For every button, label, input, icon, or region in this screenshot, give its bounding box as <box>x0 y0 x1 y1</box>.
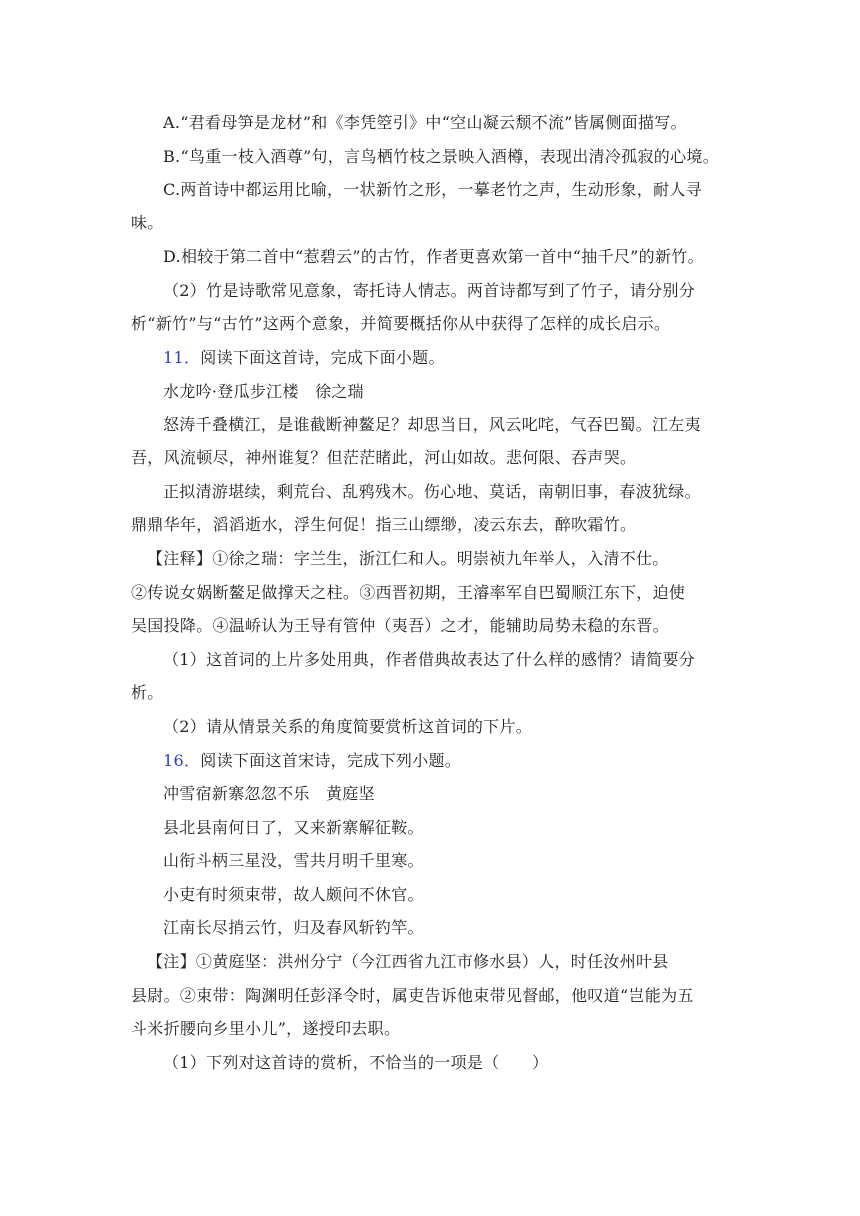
annotation-cont: 县尉。②束带：陶渊明任彭泽令时，属吏告诉他束带见督邮，他叹道“岂能为五 <box>131 986 694 1005</box>
poem-line: 正拟清游堪续，剩荒台、乱鸦残木。伤心地、莫话，南朝旧事，春波犹绿。 <box>163 482 701 501</box>
question-11 <box>163 347 763 369</box>
question-prompt: 阅读下面这首宋诗，完成下列小题。 <box>200 751 462 770</box>
poem-title: 冲雪宿新寨忽忽不乐 黄庭坚 <box>163 784 375 803</box>
subquestion-2-cont: 析“新竹”与“古竹”这两个意象，并简要概括你从中获得了怎样的成长启示。 <box>131 314 671 333</box>
poem-line: 山衔斗柄三星没，雪共月明千里寒。 <box>163 851 424 870</box>
poem-line: 吾，风流顿尽，神州谁复？但茫茫睹此，河山如故。悲何限、吞声哭。 <box>131 448 637 467</box>
poem-line: 县北县南何日了，又来新寨解征鞍。 <box>163 818 424 837</box>
subquestion-1: （1）下列对这首诗的赏析，不恰当的一项是（ ） <box>163 1053 549 1072</box>
subquestion-2: （2）请从情景关系的角度简要赏析这首词的下片。 <box>163 717 533 736</box>
annotation-cont: 吴国投降。④温峤认为王导有管仲（夷吾）之才，能辅助局势未稳的东晋。 <box>131 616 669 635</box>
poem-line: 小吏有时须束带，故人颇问不休官。 <box>163 885 424 904</box>
option-a: A.“君看母笋是龙材”和《李凭箜引》中“空山凝云颓不流”皆属侧面描写。 <box>163 113 687 132</box>
poem-line: 江南长尽捎云竹，归及春风斩钓竿。 <box>163 918 424 937</box>
annotation-cont: 斗米折腰向乡里小儿”，遂授印去职。 <box>131 1019 401 1038</box>
poem-line: 鼎鼎华年，滔滔逝水，浮生何促！指三山缥缈，凌云东去，醉吹霜竹。 <box>131 515 637 534</box>
subquestion-1: （1）这首词的上片多处用典，作者借典故表达了什么样的感情？请简要分 <box>163 650 696 669</box>
annotation: 【注释】①徐之瑞：字兰生，浙江仁和人。明崇祯九年举人，入清不仕。 <box>147 549 669 568</box>
option-b: B.“鸟重一枝入酒尊”句，言鸟栖竹枝之景映入酒樽，表现出清冷孤寂的心境。 <box>163 147 720 166</box>
subquestion-1-cont: 析。 <box>131 683 164 702</box>
question-number: 11． <box>163 348 201 367</box>
question-prompt: 阅读下面这首诗，完成下面小题。 <box>200 348 445 367</box>
option-c-cont: 味。 <box>131 213 164 232</box>
question-16 <box>163 750 763 772</box>
poem-line: 怒涛千叠横江，是谁截断神鳌足？却思当日，风云叱咤，气吞巴蜀。江左夷 <box>163 415 701 434</box>
option-c: C.两首诗中都运用比喻，一状新竹之形，一摹老竹之声，生动形象，耐人寻 <box>163 180 702 199</box>
option-d: D.相较于第二首中“惹碧云”的古竹，作者更喜欢第一首中“抽千尺”的新竹。 <box>163 247 704 266</box>
annotation-cont: ②传说女娲断鳌足做撑天之柱。③西晋初期，王濬率军自巴蜀顺江东下，迫使 <box>131 583 686 602</box>
annotation: 【注】①黄庭坚：洪州分宁（今江西省九江市修水县）人，时任汝州叶县 <box>147 952 669 971</box>
subquestion-2: （2）竹是诗歌常见意象，寄托诗人情志。两首诗都写到了竹子，请分别分 <box>163 281 696 300</box>
question-number: 16． <box>163 751 201 770</box>
poem-title: 水龙吟·登瓜步江楼 徐之瑞 <box>163 382 364 401</box>
